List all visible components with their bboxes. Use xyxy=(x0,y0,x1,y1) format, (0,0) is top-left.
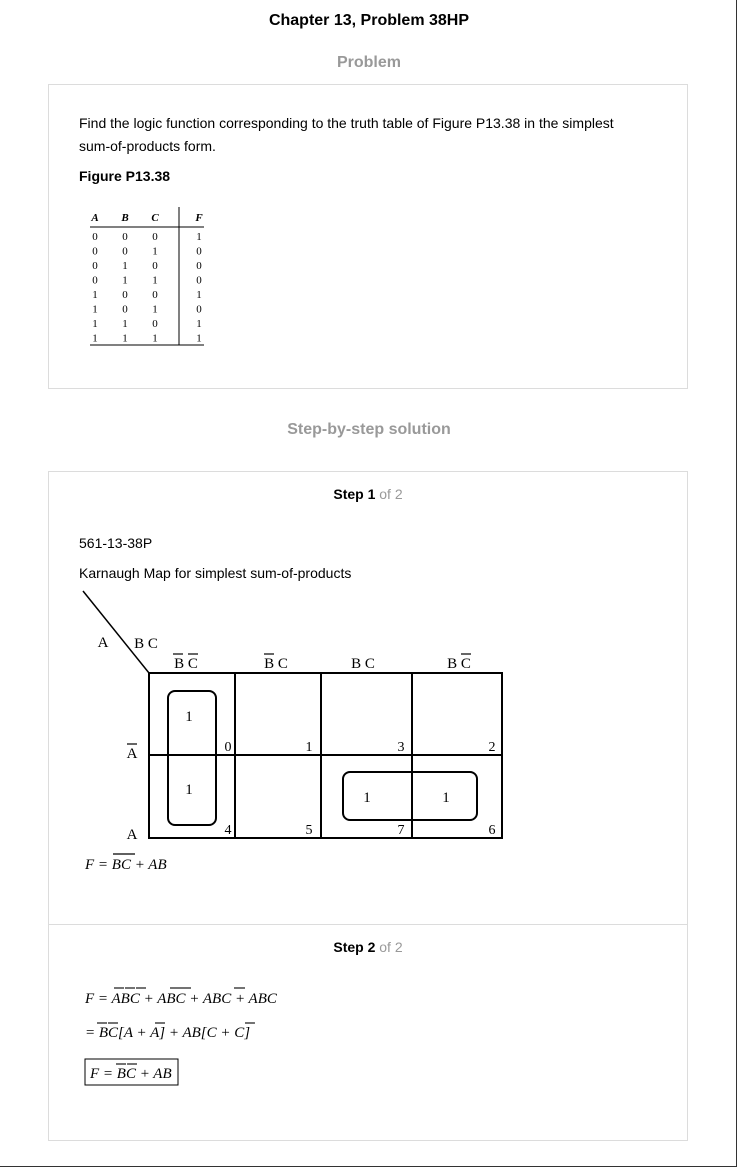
tt-cell: 1 xyxy=(196,332,202,345)
kmap-col-header-2: B C xyxy=(351,656,375,672)
equation-line-1: F = ABC + ABC + ABC + ABC xyxy=(85,991,277,1007)
tt-cell: 0 xyxy=(122,303,128,316)
kmap-result: F = BC + AB xyxy=(85,857,167,873)
step-1-of: of 2 xyxy=(379,486,403,502)
step-2-label: Step 2 xyxy=(333,939,376,955)
tt-cell: 1 xyxy=(196,289,202,301)
figure-label: Figure P13.38 xyxy=(79,168,171,184)
kmap-index-3: 3 xyxy=(397,740,405,755)
tt-cell: 1 xyxy=(152,245,158,258)
step-1-heading xyxy=(49,486,687,502)
tt-cell: 1 xyxy=(152,274,158,287)
kmap-row-header-1: A xyxy=(126,827,138,843)
tt-cell: 1 xyxy=(196,318,202,330)
kmap-corner-col: B C xyxy=(134,636,158,652)
tt-cell: 0 xyxy=(196,274,202,287)
tt-cell: 0 xyxy=(92,260,98,272)
tt-cell: 0 xyxy=(196,245,202,258)
problem-text: Find the logic function corresponding to the truth table of Figure P13.38 in the simplest sum-of-products form. xyxy=(79,115,614,154)
tt-header-a: A xyxy=(91,212,99,224)
kmap-caption: Karnaugh Map for simplest sum-of-products xyxy=(79,565,352,581)
tt-cell: 1 xyxy=(122,318,128,330)
tt-cell: 1 xyxy=(196,231,202,243)
karnaugh-map xyxy=(77,587,517,877)
tt-cell: 1 xyxy=(92,289,98,301)
kmap-cell-7: 1 xyxy=(363,790,371,806)
kmap-corner-row: A xyxy=(97,635,109,651)
solution-heading: Step-by-step solution xyxy=(287,421,451,438)
kmap-cell-6: 1 xyxy=(442,790,450,806)
tt-header-f: F xyxy=(195,212,203,224)
kmap-row-header-0: A xyxy=(126,746,138,762)
tt-cell: 1 xyxy=(122,260,128,272)
tt-cell: 0 xyxy=(92,231,98,243)
kmap-index-5: 5 xyxy=(305,823,313,838)
step-2-of: of 2 xyxy=(379,939,403,955)
tt-cell: 0 xyxy=(92,245,98,258)
kmap-index-0: 0 xyxy=(224,740,232,755)
step-2-heading xyxy=(49,939,687,955)
kmap-index-4: 4 xyxy=(224,823,232,838)
tt-cell: 1 xyxy=(122,274,128,287)
step-divider xyxy=(49,924,687,925)
kmap-col-header-0: B C xyxy=(174,656,198,672)
tt-cell: 1 xyxy=(92,332,98,345)
tt-cell: 0 xyxy=(152,260,158,272)
equation-line-2: = BC[A + A] + AB[C + C] xyxy=(85,1025,251,1041)
page-title: Chapter 13, Problem 38HP xyxy=(268,12,470,29)
kmap-index-6: 6 xyxy=(488,823,496,838)
step-1-label: Step 1 xyxy=(333,486,376,502)
tt-cell: 0 xyxy=(196,303,202,316)
kmap-index-1: 1 xyxy=(305,740,313,755)
tt-cell: 0 xyxy=(152,231,158,243)
step-1-ref: 561-13-38P xyxy=(79,535,153,551)
problem-card xyxy=(48,84,688,389)
kmap-col-header-3: B C xyxy=(447,656,471,672)
tt-cell: 1 xyxy=(152,303,158,316)
tt-cell: 0 xyxy=(152,289,158,301)
tt-cell: 0 xyxy=(122,245,128,258)
equation-final: F = BC + AB xyxy=(90,1066,172,1082)
kmap-cell-0: 1 xyxy=(185,709,193,725)
tt-cell: 0 xyxy=(122,289,128,301)
kmap-col-header-1: B C xyxy=(264,656,288,672)
problem-heading: Problem xyxy=(336,54,401,71)
solution-card xyxy=(48,471,688,1141)
tt-cell: 1 xyxy=(92,303,98,316)
tt-cell: 1 xyxy=(92,318,98,330)
tt-header-c: C xyxy=(151,212,159,224)
kmap-cell-4: 1 xyxy=(185,782,193,798)
tt-cell: 1 xyxy=(152,332,158,345)
tt-cell: 0 xyxy=(196,260,202,272)
tt-cell: 0 xyxy=(92,274,98,287)
kmap-index-2: 2 xyxy=(488,740,496,755)
tt-cell: 0 xyxy=(122,231,128,243)
tt-cell: 0 xyxy=(152,318,158,330)
tt-header-b: B xyxy=(121,212,129,224)
step-2-equations xyxy=(77,977,337,1097)
kmap-index-7: 7 xyxy=(397,823,405,838)
truth-table xyxy=(85,205,215,350)
tt-cell: 1 xyxy=(122,332,128,345)
